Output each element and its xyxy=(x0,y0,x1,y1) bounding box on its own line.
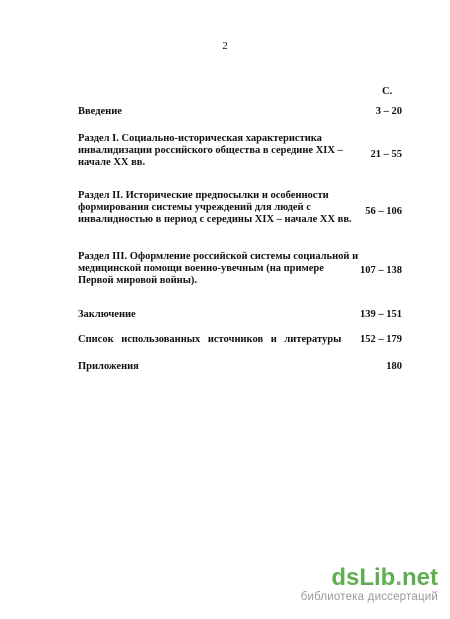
toc-entry-pages: 21 – 55 xyxy=(370,149,402,160)
toc-entry-title: Раздел III. Оформление российской системы социальной и медицинской помощи военно-увечным (на примере Первой мировой войны). xyxy=(78,251,359,286)
toc-entry-title: Заключение xyxy=(78,309,136,320)
logo-part-1: dsLib xyxy=(331,564,396,591)
dslib-watermark xyxy=(264,565,444,603)
logo-part-2: net xyxy=(402,564,438,591)
toc-pages-header: С. xyxy=(382,86,393,97)
toc-entry-section-1 xyxy=(78,133,402,169)
toc-entry-introduction xyxy=(78,106,402,118)
page-number: 2 xyxy=(222,40,228,52)
toc-entry-conclusion xyxy=(78,309,402,321)
toc-entry-pages: 180 xyxy=(386,361,402,372)
toc-entry-pages: 152 – 179 xyxy=(360,334,402,345)
toc-entry-title: Раздел I. Социально-историческая характеристика инвалидизации российского общества в середине XIX – начале XX вв. xyxy=(78,133,343,168)
toc-entry-pages: 139 – 151 xyxy=(360,309,402,320)
dslib-logo xyxy=(264,565,444,591)
dslib-tagline: библиотека диссертаций xyxy=(300,591,438,603)
toc-entry-title: Введение xyxy=(78,106,122,117)
toc-entry-title: Приложения xyxy=(78,361,139,372)
toc-entry-section-3 xyxy=(78,251,402,287)
toc-entry-bibliography xyxy=(78,334,402,346)
toc-entry-appendices xyxy=(78,361,402,373)
toc-entry-title: Раздел II. Исторические предпосылки и особенности формирования системы учреждений для людей с инвалидностью в период с середины XIX – начале XX вв. xyxy=(78,190,352,225)
toc-entry-pages: 3 – 20 xyxy=(375,106,402,117)
logo-dot: . xyxy=(395,564,402,591)
toc-entry-pages: 107 – 138 xyxy=(360,265,402,276)
toc-entry-title: Список использованных источников и литературы xyxy=(78,334,342,345)
toc-entry-section-2 xyxy=(78,190,402,226)
toc-entry-pages: 56 – 106 xyxy=(365,206,402,217)
